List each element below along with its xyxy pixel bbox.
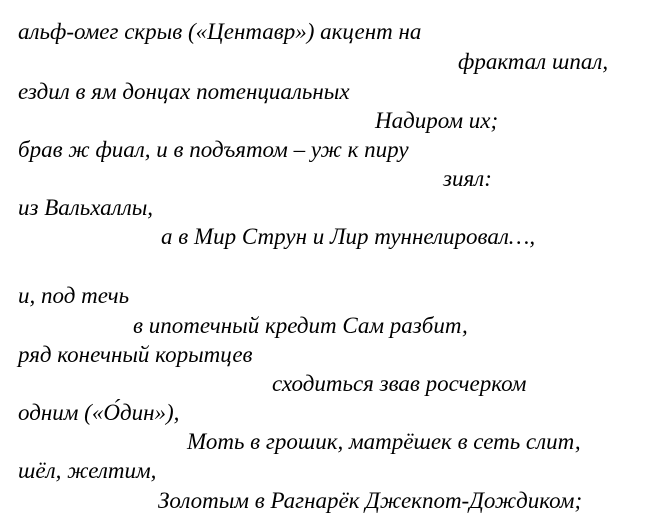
poem-line: Надиром их;: [375, 108, 499, 133]
poem-line: одним («О́дин»),: [18, 400, 180, 425]
poem-line: зиял:: [443, 166, 492, 191]
poem-line: шёл, желтим,: [18, 458, 157, 483]
poem-line: альф-омег скрыв («Центавр») акцент на: [18, 19, 422, 44]
poem-line: Моть в грошик, матрёшек в сеть слит,: [187, 429, 581, 454]
poem-line: Золотым в Рагнарёк Джекпот-Дождиком;: [158, 488, 583, 513]
poem-line: фрактал шпал,: [458, 49, 609, 74]
poem-line: сходиться звав росчерком: [272, 371, 527, 396]
poem-line: из Вальхаллы,: [18, 195, 154, 220]
poem-line: а в Мир Струн и Лир туннелировал…,: [161, 224, 536, 249]
poem-line: брав ж фиал, и в подъятом – уж к пиру: [18, 137, 409, 162]
poem-line: в ипотечный кредит Сам разбит,: [133, 313, 468, 338]
poem-line: и, под течь: [18, 283, 130, 308]
poem-line: ряд конечный корытцев: [18, 342, 253, 367]
poem-line: ездил в ям донцах потенциальных: [18, 79, 350, 104]
